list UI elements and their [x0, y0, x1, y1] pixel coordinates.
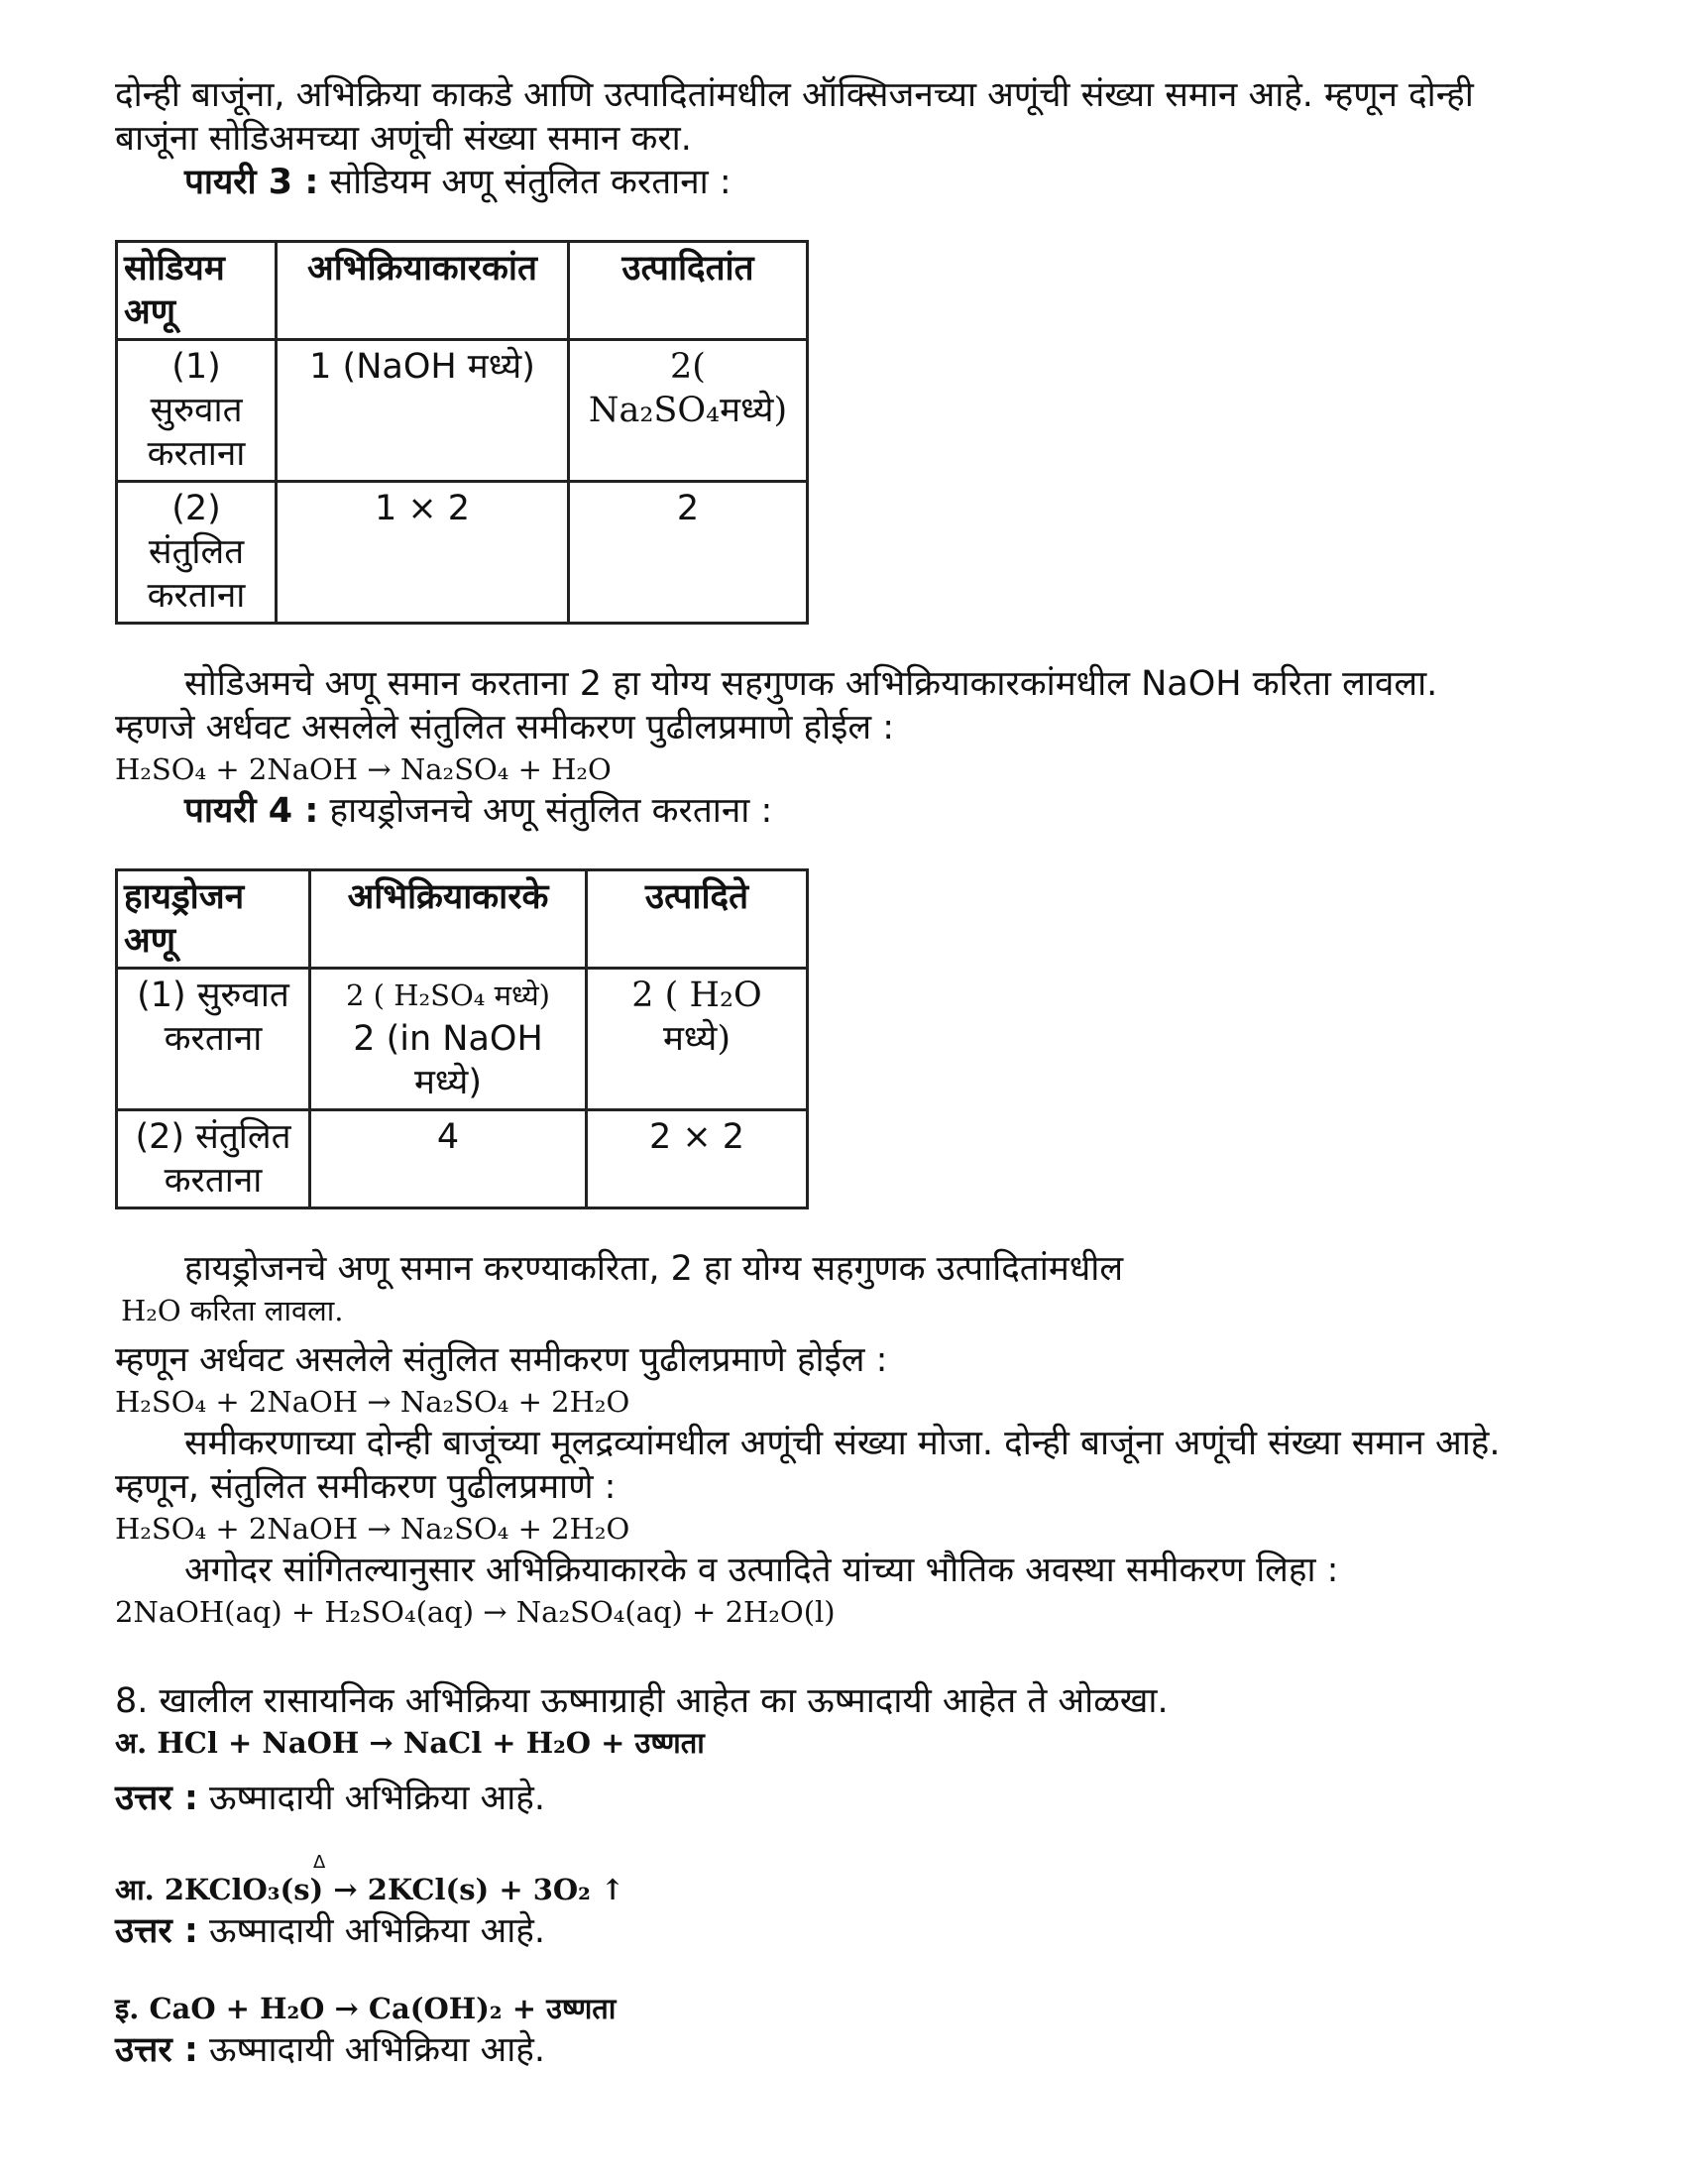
step4-count-line-2: म्हणून, संतुलित समीकरण पुढीलप्रमाणे : [115, 1467, 617, 1507]
step3-label: पायरी 3 : [184, 163, 319, 202]
hydrogen-row1-products: 2 ( H₂O मध्ये) [587, 969, 808, 1110]
document-page [115, 73, 1582, 2072]
q8-answer-c [115, 2028, 1582, 2072]
sodium-table-header-reactants: अभिक्रियाकारकांत [277, 242, 569, 340]
step3-note-line-2: म्हणजे अर्धवट असलेले संतुलित समीकरण पुढीलप्रमाणे होईल : [115, 708, 894, 747]
sodium-row2-label: (2) संतुलित करताना [117, 482, 277, 624]
step4-text: हायड्रोजनचे अणू संतुलित करताना : [329, 791, 773, 831]
sodium-table [115, 240, 809, 625]
q8-item-b-condition: Δ [313, 1852, 326, 1873]
hydrogen-row1-reactants-b: 2 (in NaOH मध्ये) [353, 1019, 543, 1102]
step4-note-line-3: म्हणून अर्धवट असलेले संतुलित समीकरण पुढीलप्रमाणे होईल : [115, 1340, 888, 1380]
hydrogen-row2-products: 2 × 2 [587, 1110, 808, 1208]
sodium-row1-label: (1) सुरुवात करताना [117, 340, 277, 482]
q8-answer-a-text: ऊष्मादायी अभिक्रिया आहे. [209, 1779, 546, 1818]
q8-answer-a-label: उत्तर : [115, 1779, 198, 1818]
q8-item-c-equation: CaO + H₂O → Ca(OH)₂ + उष्णता [149, 1992, 617, 2025]
hydrogen-table-header-products: उत्पादिते [587, 870, 808, 969]
q8-answer-a [115, 1777, 1582, 1820]
sodium-table-header-atom: सोडियम अणू [117, 242, 277, 340]
step3-note-line-1: सोडिअमचे अणू समान करताना 2 हा योग्य सहगुणक अभिक्रियाकारकांमधील NaOH करिता लावला. [184, 664, 1438, 704]
hydrogen-row2-label: (2) संतुलित करताना [117, 1110, 310, 1208]
sodium-row1-products: 2( Na₂SO₄मध्ये) [569, 340, 808, 482]
hydrogen-row2-reactants: 4 [310, 1110, 587, 1208]
hydrogen-row1-label: (1) सुरुवात करताना [117, 969, 310, 1110]
q8-item-b-label: आ. [115, 1873, 155, 1906]
q8-answer-c-label: उत्तर : [115, 2030, 198, 2070]
hydrogen-table-header-reactants: अभिक्रियाकारके [310, 870, 587, 969]
q8-item-a-equation: HCl + NaOH → NaCl + H₂O + उष्णता [157, 1726, 705, 1760]
q8-answer-b-label: उत्तर : [115, 1911, 198, 1951]
step4-states-equation: 2NaOH(aq) + H₂SO₄(aq) → Na₂SO₄(aq) + 2H₂O(l) [115, 1595, 836, 1629]
step4-note-line-1: हायड्रोजनचे अणू समान करण्याकरिता, 2 हा योग्य सहगुणक उत्पादितांमधील [184, 1249, 1124, 1289]
q8-answer-b [115, 1909, 1582, 1953]
q8-item-c [115, 1989, 1582, 2028]
step4-equation: H₂SO₄ + 2NaOH → Na₂SO₄ + 2H₂O [115, 1385, 630, 1419]
step4-heading [115, 789, 1582, 833]
sodium-row2-products: 2 [569, 482, 808, 624]
step4-label: पायरी 4 : [184, 791, 319, 831]
step3-heading [115, 161, 1582, 204]
hydrogen-table-header-atom: हायड्रोजन अणू [117, 870, 310, 969]
sodium-row1-reactants: 1 (NaOH मध्ये) [277, 340, 569, 482]
step4-note-line-2: H₂O करिता लावला. [121, 1294, 344, 1327]
q8-question: 8. खालील रासायनिक अभिक्रिया ऊष्माग्राही आहेत का ऊष्मादायी आहेत ते ओळखा. [115, 1681, 1169, 1721]
q8-item-c-label: इ. [115, 1992, 140, 2025]
q8-item-b [115, 1852, 1582, 1909]
hydrogen-row1-reactants [310, 969, 587, 1110]
hydrogen-table [115, 868, 809, 1209]
q8-answer-c-text: ऊष्मादायी अभिक्रिया आहे. [209, 2030, 546, 2070]
hydrogen-row1-reactants-a: 2 ( H₂SO₄ मध्ये) [346, 978, 550, 1012]
sodium-table-header-products: उत्पादितांत [569, 242, 808, 340]
intro-line-2: बाजूंना सोडिअमच्या अणूंची संख्या समान करा. [115, 119, 692, 159]
q8-item-b-equation: 2KClO₃(s) → 2KCl(s) + 3O₂ ↑ [164, 1873, 625, 1906]
step4-states-line: अगोदर सांगितल्यानुसार अभिक्रियाकारके व उत्पादिते यांच्या भौतिक अवस्था समीकरण लिहा : [184, 1551, 1339, 1590]
q8-item-a [115, 1723, 1582, 1763]
q8-item-a-label: अ. [115, 1726, 148, 1760]
sodium-row2-reactants: 1 × 2 [277, 482, 569, 624]
step3-equation: H₂SO₄ + 2NaOH → Na₂SO₄ + H₂O [115, 752, 612, 786]
q8-answer-b-text: ऊष्मादायी अभिक्रिया आहे. [209, 1911, 546, 1951]
step4-count-line-1: समीकरणाच्या दोन्ही बाजूंच्या मूलद्रव्यांमधील अणूंची संख्या मोजा. दोन्ही बाजूंना अणूंची संख्या समान आहे. [184, 1424, 1501, 1463]
step3-text: सोडियम अणू संतुलित करताना : [329, 163, 731, 202]
step4-balanced-equation: H₂SO₄ + 2NaOH → Na₂SO₄ + 2H₂O [115, 1512, 630, 1546]
intro-line-1: दोन्ही बाजूंना, अभिक्रिया काकडे आणि उत्पादितांमधील ऑक्सिजनच्या अणूंची संख्या समान आहे. म्हणून दोन्ही [115, 75, 1474, 115]
